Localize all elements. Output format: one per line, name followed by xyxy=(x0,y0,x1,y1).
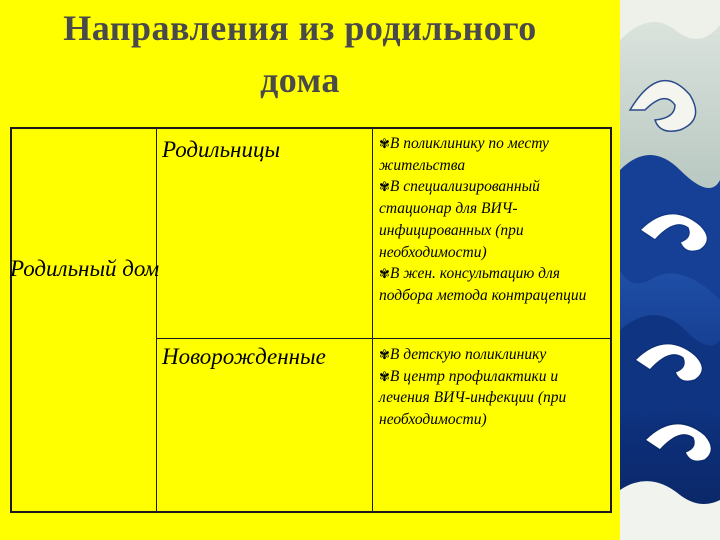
destination-text: В специализированный стационар для ВИЧ-инфицированных (при необходимости) xyxy=(379,178,540,261)
list-item xyxy=(379,133,611,176)
snowflake-bullet-icon: ✾ xyxy=(379,179,390,195)
snowflake-bullet-icon: ✾ xyxy=(379,136,390,151)
ocean-wave-image xyxy=(620,0,720,540)
slide-title: Направления из родильного дома xyxy=(63,8,537,100)
group-label-mothers: Родильницы xyxy=(162,137,281,162)
list-item xyxy=(379,366,611,431)
destination-text: В детскую поликлинику xyxy=(389,346,547,363)
group-label-newborns: Новорожденные xyxy=(162,344,326,369)
table-divider-vertical-2 xyxy=(372,129,373,511)
list-item xyxy=(379,176,611,263)
destination-text: В жен. консультацию для подбора метода контрацепции xyxy=(379,265,587,304)
snowflake-bullet-icon: ✾ xyxy=(379,266,390,282)
destination-text: В центр профилактики и лечения ВИЧ-инфекции (при необходимости) xyxy=(379,367,567,429)
newborns-destinations-list xyxy=(379,344,611,431)
directions-table xyxy=(10,127,612,513)
snowflake-bullet-icon: ✾ xyxy=(379,347,390,362)
table-divider-horizontal xyxy=(156,338,612,339)
table-divider-vertical-1 xyxy=(156,129,157,511)
mothers-destinations-list xyxy=(379,133,611,307)
list-item xyxy=(379,344,611,366)
list-item xyxy=(379,263,611,306)
snowflake-bullet-icon: ✾ xyxy=(379,368,390,384)
source-label: Родильный дом xyxy=(10,256,160,281)
destination-text: В поликлинику по месту жительства xyxy=(379,135,549,174)
